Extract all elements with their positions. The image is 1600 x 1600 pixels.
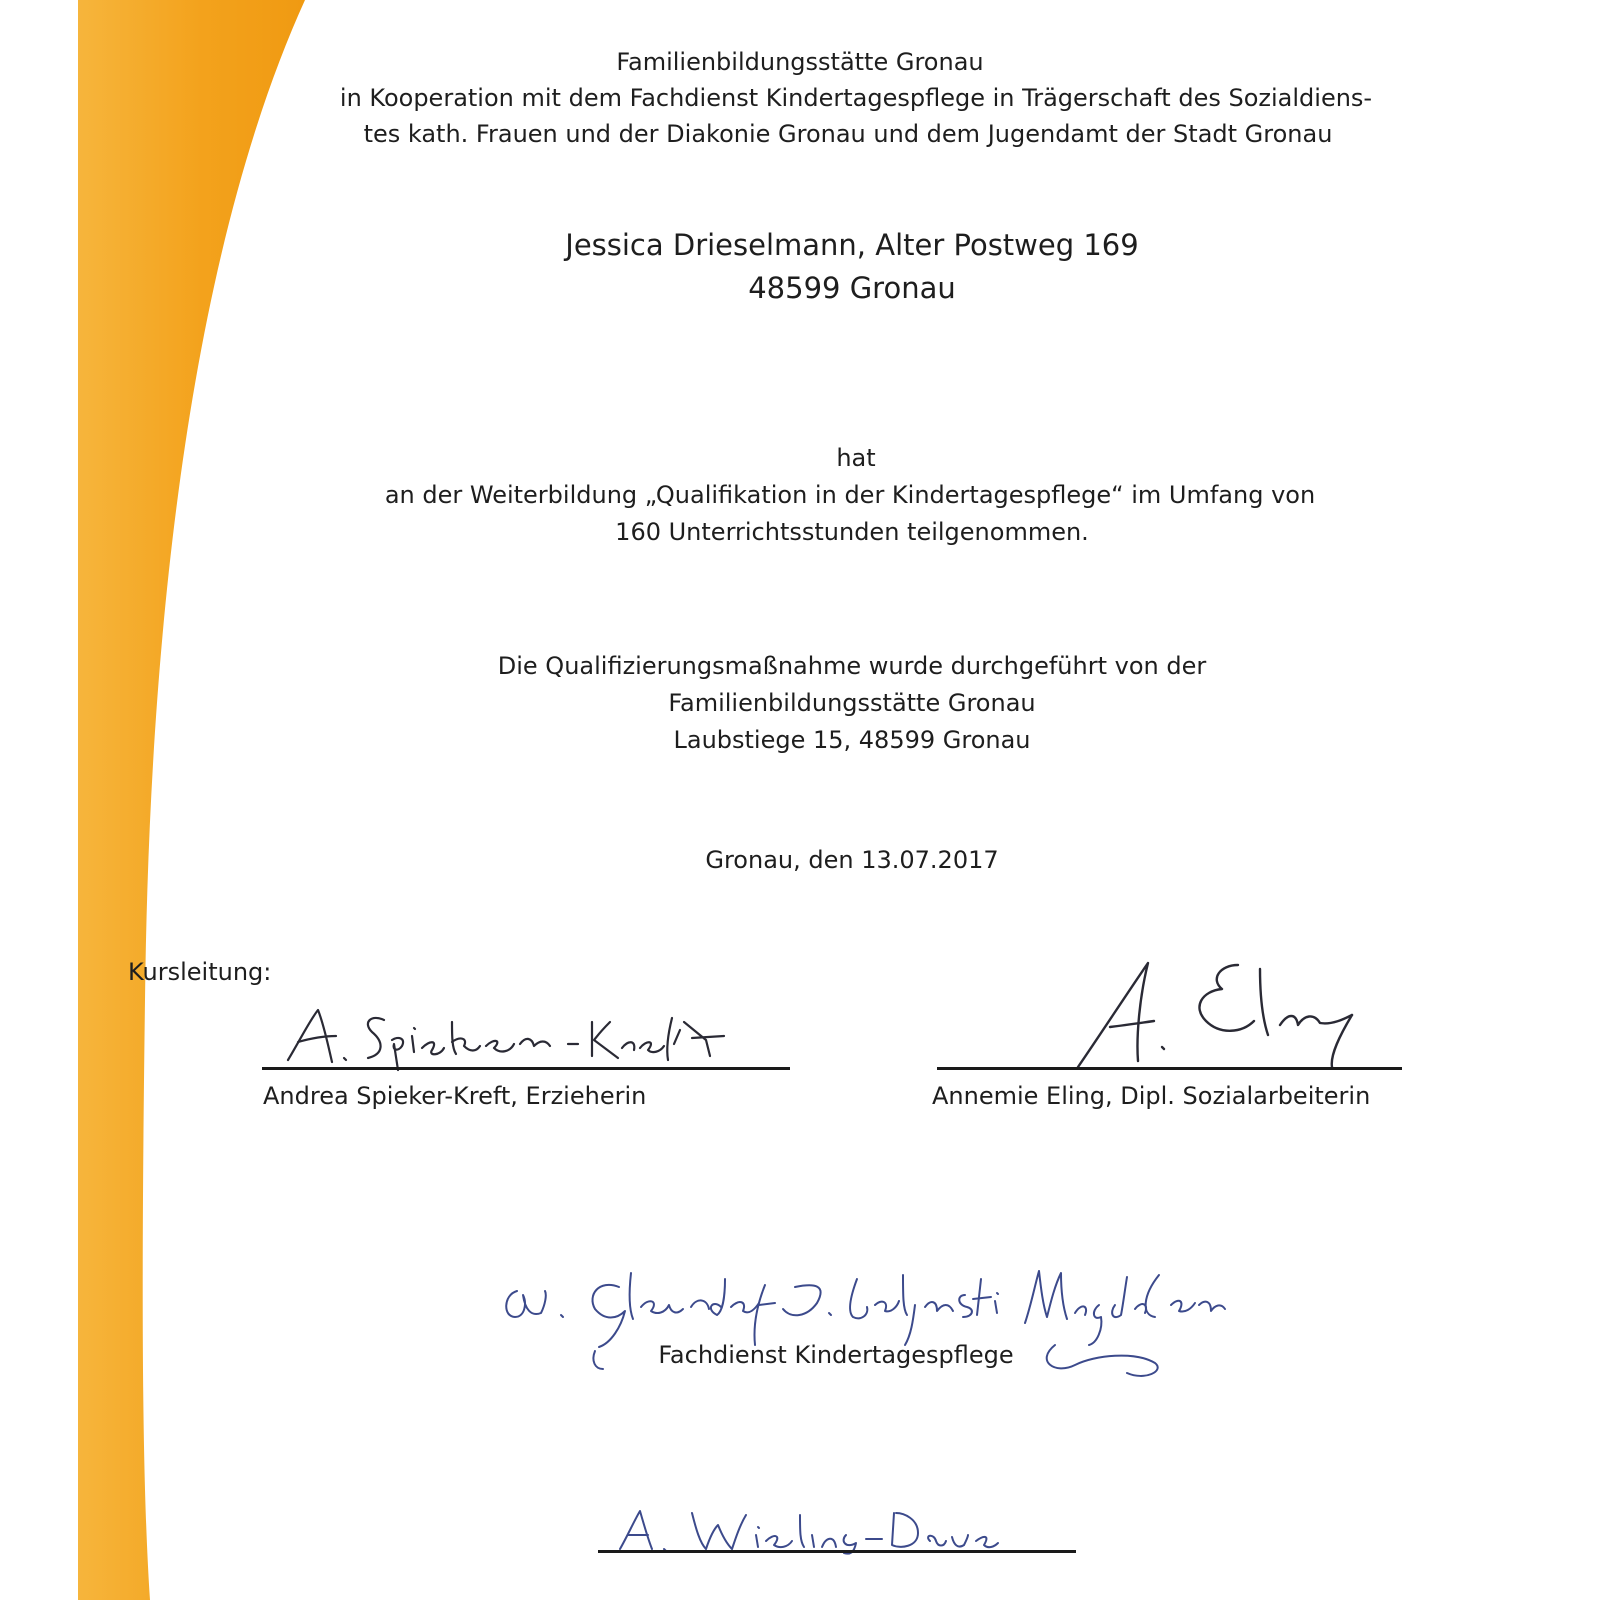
fachdienst-caption: Fachdienst Kindertagespflege: [658, 1341, 1014, 1369]
signature-line-right: [937, 1067, 1402, 1070]
cooperation-text-line-1: in Kooperation mit dem Fachdienst Kindertagespflege in Trägerschaft des Sozialdiens-: [339, 84, 1373, 112]
signatory-caption-right: Annemie Eling, Dipl. Sozialarbeiterin: [932, 1082, 1371, 1110]
statement-hat: hat: [836, 444, 876, 472]
institution-name: Familienbildungsstätte Gronau: [616, 48, 984, 76]
provider-address: Laubstiege 15, 48599 Gronau: [673, 726, 1031, 754]
signature-line-bottom: [598, 1550, 1076, 1553]
date-line: Gronau, den 13.07.2017: [705, 846, 999, 874]
signatures-fachdienst: [495, 1265, 1235, 1390]
provider-line-1: Die Qualifizierungsmaßnahme wurde durchgeführt von der: [497, 652, 1207, 680]
signature-wieling-daue: [600, 1505, 1040, 1555]
signature-eling: [1070, 955, 1380, 1075]
provider-name: Familienbildungsstätte Gronau: [668, 689, 1036, 717]
signature-line-left: [262, 1067, 790, 1070]
course-lead-label: Kursleitung:: [128, 958, 272, 986]
statement-hours: 160 Unterrichtsstunden teilgenommen.: [615, 518, 1089, 546]
participant-postal-city: 48599 Gronau: [748, 271, 956, 305]
cooperation-text-line-2: tes kath. Frauen und der Diakonie Gronau und dem Jugendamt der Stadt Gronau: [363, 120, 1333, 148]
signatory-caption-left: Andrea Spieker-Kreft, Erzieherin: [263, 1082, 647, 1110]
participant-name-address: Jessica Drieselmann, Alter Postweg 169: [565, 228, 1139, 262]
statement-course: an der Weiterbildung „Qualifikation in der Kindertagespflege“ im Umfang von: [384, 481, 1316, 509]
